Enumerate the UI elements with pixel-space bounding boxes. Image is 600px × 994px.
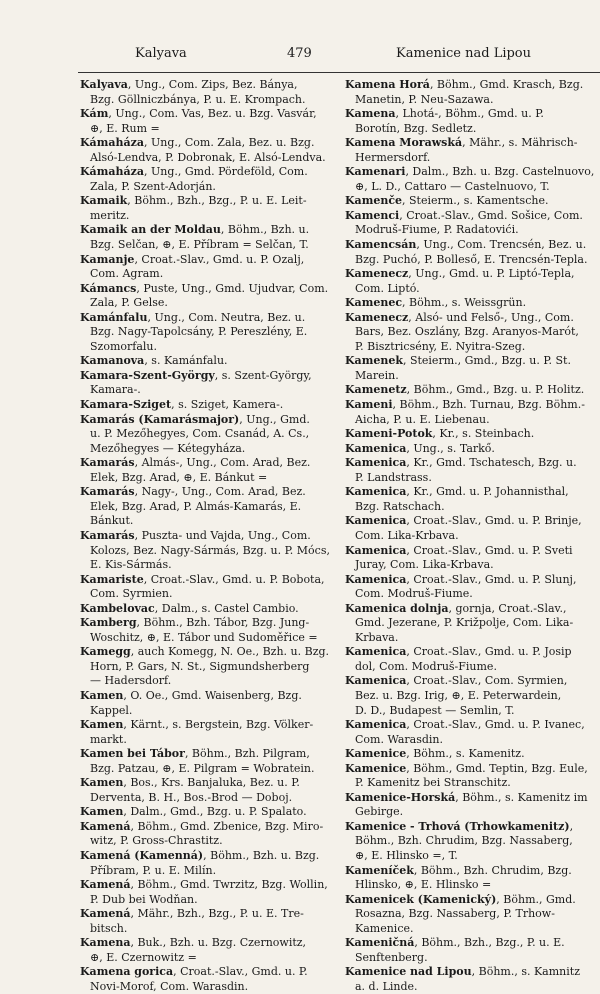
entry-continuation-line: ⊕, E. Czernowitz = [90,950,197,964]
entry-continuation-line: Gmd. Jezerane, P. Križpolje, Com. Lika- [355,616,574,630]
entry-place-name: Kamenecz [345,267,409,281]
entry-head-line: Kamanova, s. Kamánfalu. [80,354,228,368]
entry-place-name: Kamarás (Kamarásmajor) [80,412,240,426]
gazetteer-entry [345,442,600,457]
entry-continuation-line: Bzg. Nagy-Tapolcsány, P. Pereszlény, E. [90,325,308,339]
entry-place-name: Kámaháza [80,136,144,150]
entry-continuation-line: Bzg. Göllniczbánya, P. u. E. Krompach. [90,92,306,106]
entry-place-name: Kamenica [345,485,407,499]
gazetteer-entry [80,354,338,369]
entry-place-name: Kamenicek (Kamenický) [345,892,497,906]
entry-head-line: Kamen bei Tábor, Böhm., Bzh. Pilgram, [80,747,310,761]
entry-place-name: Kámaháza [80,165,144,179]
entry-head-line: Kamariste, Croat.-Slav., Gmd. u. P. Bobota, [80,572,325,586]
gazetteer-entry [345,864,600,893]
entry-place-name: Kamenice - Trhová (Trhowkamenitz) [345,819,570,833]
entry-place-name: Kamenica [345,441,407,455]
entry-continuation-line: Com. Syrmien. [90,587,173,601]
entry-continuation-line: Kamenice. [355,921,414,935]
entry-head-line: Kamenecz, Alsó- und Felső-, Ung., Com. [345,310,574,324]
gazetteer-entry [80,849,338,878]
gazetteer-entry [345,398,600,427]
entry-place-name: Kamen [80,718,124,732]
gazetteer-entry [80,485,338,529]
entry-continuation-line: bitsch. [90,921,128,935]
entry-continuation-line: markt. [90,732,127,746]
gazetteer-entry [80,282,338,311]
entry-head-line: Kamarás, Puszta- und Vajda, Ung., Com. [80,528,311,542]
entry-continuation-line: Szomorfalu. [90,339,157,353]
gazetteer-entry [80,136,338,165]
entry-head-line: Kamenica, Croat.-Slav., Com. Syrmien, [345,674,568,688]
entry-continuation-line: Alsó-Lendva, P. Dobronak, E. Alsó-Lendva. [90,150,326,164]
entry-continuation-line: Juray, Com. Lika-Krbava. [355,558,494,572]
gazetteer-entry [345,78,600,107]
gazetteer-entry [345,965,600,994]
entry-continuation-line: Bánkut. [90,514,134,528]
entry-place-name: Kamaik [80,194,128,208]
entry-head-line: Kamenicek (Kamenický), Böhm., Gmd. [345,892,576,906]
entry-continuation-line: Gebirge. [355,805,404,819]
gazetteer-entry [80,311,338,355]
gazetteer-entry [80,369,338,398]
header-rule [78,72,600,73]
entry-place-name: Kamená [80,878,131,892]
entry-continuation-line: Borotín, Bzg. Sedletz. [355,121,477,135]
entry-place-name: Kamarás [80,456,135,470]
gazetteer-entry [345,936,600,965]
entry-continuation-line: dol, Com. Modruš-Fiume. [355,659,497,673]
entry-head-line: Kamena, Lhotá-, Böhm., Gmd. u. P. [345,107,544,121]
gazetteer-entry [80,907,338,936]
entry-head-line: Kamenica, Croat.-Slav., Gmd. u. P. Brinje, [345,514,582,528]
gazetteer-entry [345,456,600,485]
gazetteer-entry [345,209,600,238]
gazetteer-entry [80,165,338,194]
entry-continuation-line: P. Kamenitz bei Stranschitz. [355,776,511,790]
entry-head-line: Kamenice nad Lipou, Böhm., s. Kamnitz [345,965,580,979]
entry-place-name: Kamena gorica [80,965,174,979]
gazetteer-entry [345,267,600,296]
entry-continuation-line: D. D., Budapest — Semlin, T. [355,703,515,717]
entry-head-line: Kamena, Buk., Bzh. u. Bzg. Czernowitz, [80,936,307,950]
entry-head-line: Kamaik an der Moldau, Böhm., Bzh. u. [80,223,310,237]
entry-head-line: Kám, Ung., Com. Vas, Bez. u. Bzg. Vasvár, [80,107,317,121]
entry-continuation-line: Com. Modruš-Fiume. [355,587,473,601]
entry-place-name: Kamenetz [345,383,407,397]
entry-place-name: Kamena [80,936,131,950]
page-number: 479 [287,46,312,61]
entry-head-line: Kalyava, Ung., Com. Zips, Bez. Bánya, [80,78,298,91]
entry-place-name: Kameni [345,398,393,412]
entry-place-name: Kamenci [345,208,400,222]
entry-place-name: Kamen [80,805,124,819]
entry-head-line: Kameníček, Böhm., Bzh. Chrudim, Bzg. [345,863,572,877]
gazetteer-entry [345,544,600,573]
entry-place-name: Kamenica [345,456,407,470]
entry-place-name: Kamena [345,107,396,121]
gazetteer-entry [80,529,338,573]
gazetteer-entry [345,573,600,602]
entry-continuation-line: Woschitz, ⊕, E. Tábor und Sudoměřice = [90,630,318,644]
gazetteer-entry [80,194,338,223]
entry-place-name: Kamenica dolnja [345,601,449,615]
entry-continuation-line: Com. Liptó. [355,281,420,295]
entry-head-line: Kamarás (Kamarásmajor), Ung., Gmd. [80,412,310,426]
entry-place-name: Kalyava [80,78,128,91]
entry-head-line: Kamenica, Ung., s. Tarkő. [345,441,495,455]
entry-continuation-line: Hlinsko, ⊕, E. Hlinsko = [355,878,492,892]
gazetteer-entry [80,456,338,485]
entry-continuation-line: Derventa, B. H., Bos.-Brod — Doboj. [90,790,293,804]
entry-place-name: Kamarás [80,528,135,542]
entry-head-line: Kámaháza, Ung., Gmd. Pördeföld, Com. [80,165,308,179]
entry-head-line: Kamená (Kamenná), Böhm., Bzh. u. Bzg. [80,848,320,862]
entry-head-line: Kamencsán, Ung., Com. Trencsén, Bez. u. [345,238,587,252]
entry-place-name: Kamenica [345,572,407,586]
entry-place-name: Kamberg [80,616,137,630]
entry-place-name: Kamariste [80,572,144,586]
entry-continuation-line: meritz. [90,208,130,222]
gazetteer-entry [345,354,600,383]
entry-place-name: Kamen [80,776,124,790]
entry-place-name: Kamen [80,688,124,702]
entry-head-line: Kamenice-Horská, Böhm., s. Kamenitz im [345,790,588,804]
entry-head-line: Kameni-Potok, Kr., s. Steinbach. [345,427,535,441]
entry-continuation-line: Kappel. [90,703,133,717]
entry-continuation-line: P. Bisztricsény, E. Nyitra-Szeg. [355,339,526,353]
entry-continuation-line: ⊕, E. Rum = [90,121,160,135]
entry-head-line: Kamená, Mähr., Bzh., Bzg., P. u. E. Tre- [80,907,304,921]
gazetteer-entry [80,718,338,747]
entry-continuation-line: Manetin, P. Neu-Sazawa. [355,92,494,106]
entry-place-name: Kamená [80,819,131,833]
entry-continuation-line: Bzg. Patzau, ⊕, E. Pilgram = Wobratein. [90,761,315,775]
entry-head-line: Kamena Morawská, Mähr., s. Mährisch- [345,136,578,150]
gazetteer-entry [345,194,600,209]
entry-head-line: Kamena Horá, Böhm., Gmd. Krasch, Bzg. [345,78,584,91]
entry-continuation-line: Rosazna, Bzg. Nassaberg, P. Trhow- [355,907,555,921]
entry-head-line: Kamegg, auch Komegg, N. Oe., Bzh. u. Bzg. [80,645,330,659]
entry-place-name: Kamenica [345,645,407,659]
entry-head-line: Kamen, Dalm., Gmd., Bzg. u. P. Spalato. [80,805,307,819]
entry-head-line: Kameni, Böhm., Bzh. Turnau, Bzg. Böhm.- [345,398,585,412]
entry-place-name: Kamaik an der Moldau [80,223,221,237]
entry-continuation-line: Aicha, P. u. E. Liebenau. [355,412,490,426]
entry-continuation-line: Zala, P. Gelse. [90,296,168,310]
entry-head-line: Kambelovac, Dalm., s. Castel Cambio. [80,601,299,615]
gazetteer-entry [80,878,338,907]
entry-continuation-line: E. Kis-Sármás. [90,558,172,572]
gazetteer-entry [345,718,600,747]
entry-place-name: Kamencsán [345,238,417,252]
gazetteer-entry [80,602,338,617]
entry-head-line: Kamenica, Croat.-Slav., Gmd. u. P. Josip [345,645,572,659]
gazetteer-entry [345,311,600,355]
gazetteer-entry [345,136,600,165]
gazetteer-entry [345,296,600,311]
entry-head-line: Kamenek, Steierm., Gmd., Bzg. u. P. St. [345,354,571,368]
entry-continuation-line: Senftenberg. [355,950,428,964]
gazetteer-entry [345,107,600,136]
entry-head-line: Kamená, Böhm., Gmd. Twrzitz, Bzg. Wollin, [80,878,328,892]
entry-head-line: Kamen, Bos., Krs. Banjaluka, Bez. u. P. [80,776,300,790]
entry-place-name: Kamena Morawská [345,136,463,150]
entry-place-name: Kamanova [80,354,145,368]
entry-continuation-line: ⊕, E. Hlinsko =, T. [355,848,458,862]
gazetteer-entry [80,747,338,776]
entry-head-line: Kámaháza, Ung., Com. Zala, Bez. u. Bzg. [80,136,315,150]
entry-place-name: Kamená [80,907,131,921]
entry-place-name: Kamegg [80,645,131,659]
entry-place-name: Kamenari [345,165,406,179]
entry-continuation-line: Böhm., Bzh. Chrudim, Bzg. Nassaberg, [355,834,573,848]
entry-head-line: Kamenci, Croat.-Slav., Gmd. Sošice, Com. [345,208,583,222]
entry-place-name: Kambelovac [80,601,155,615]
entry-place-name: Kamenec [345,296,403,310]
entry-place-name: Kamenica [345,718,407,732]
entry-continuation-line: Modruš-Fiume, P. Radatovići. [355,223,519,237]
entry-continuation-line: P. Landstrass. [355,470,432,484]
gazetteer-entry [345,762,600,791]
entry-continuation-line: Kamara-. [90,383,141,397]
entry-continuation-line: Com. Lika-Krbava. [355,528,459,542]
entry-continuation-line: Elek, Bzg. Arad, P. Almás-Kamarás, E. [90,499,302,513]
entry-head-line: Kamenec, Böhm., s. Weissgrün. [345,296,527,310]
entry-head-line: Kámancs, Puste, Ung., Gmd. Ujudvar, Com. [80,281,329,295]
entry-head-line: Kamberg, Böhm., Bzh. Tábor, Bzg. Jung- [80,616,310,630]
entry-continuation-line: P. Dub bei Wodňan. [90,892,198,906]
entry-place-name: Kám [80,107,109,121]
entry-continuation-line: Horn, P. Gars, N. St., Sigmundsherberg [90,659,310,673]
entry-place-name: Kamánfalu [80,310,148,324]
entry-head-line: Kamenice, Böhm., Gmd. Teptin, Bzg. Eule, [345,761,588,775]
gazetteer-entry [345,820,600,864]
entry-place-name: Kamenica [345,543,407,557]
gazetteer-entry [345,514,600,543]
gazetteer-entry [345,485,600,514]
entry-head-line: Kamen, Kärnt., s. Bergstein, Bzg. Völker- [80,718,314,732]
entry-continuation-line: Bzg. Ratschach. [355,499,445,513]
gazetteer-entry [80,78,338,107]
entry-head-line: Kamenica, Kr., Gmd. u. P. Johannisthal, [345,485,569,499]
entry-continuation-line: Com. Warasdin. [355,732,443,746]
gazetteer-entry [345,674,600,718]
entry-place-name: Kameni-Potok [345,427,433,441]
entry-place-name: Kamena Horá [345,78,430,91]
left-column [80,78,338,994]
entry-place-name: Kameničná [345,936,415,950]
gazetteer-entry [80,413,338,457]
gazetteer-entry [345,791,600,820]
gazetteer-entry [345,645,600,674]
entry-continuation-line: Bzg. Puchó, P. Bolleső, E. Trencsén-Tepla. [355,252,588,266]
entry-head-line: Kamenica, Croat.-Slav., Gmd. u. P. Slunj, [345,572,577,586]
entry-continuation-line: witz, P. Gross-Chrastitz. [90,834,223,848]
entry-head-line: Kamenica, Kr., Gmd. Tschatesch, Bzg. u. [345,456,577,470]
entry-head-line: Kamenče, Steierm., s. Kamentsche. [345,194,549,208]
entry-continuation-line: Bars, Bez. Oszlány, Bzg. Aranyos-Marót, [355,325,579,339]
entry-place-name: Kamenice-Horská [345,790,456,804]
entry-head-line: Kamenetz, Böhm., Gmd., Bzg. u. P. Holitz. [345,383,585,397]
entry-continuation-line: — Hadersdorf. [90,674,172,688]
entry-head-line: Kamenari, Dalm., Bzh. u. Bzg. Castelnuovo, [345,165,595,179]
entry-place-name: Kamenice [345,761,407,775]
gazetteer-entry [80,223,338,252]
gazetteer-entry [345,893,600,937]
right-column [345,78,600,994]
gazetteer-entry [345,165,600,194]
entry-place-name: Kamenek [345,354,403,368]
entry-place-name: Kamara-Szent-György [80,368,215,382]
header-right-words: Kamenice nad Lipou [396,46,532,61]
entry-continuation-line: Marein. [355,368,399,382]
entry-continuation-line: Novi-Morof, Com. Warasdin. [90,979,249,993]
header-left-word: Kalyava [135,46,187,61]
entry-head-line: Kamenica dolnja, gornja, Croat.-Slav., [345,601,567,615]
entry-continuation-line: Bez. u. Bzg. Irig, ⊕, E. Peterwardein, [355,688,562,702]
gazetteer-entry [345,383,600,398]
entry-place-name: Kamanje [80,252,135,266]
entry-place-name: Kámancs [80,281,137,295]
entry-place-name: Kamená (Kamenná) [80,848,204,862]
entry-head-line: Kamarás, Nagy-, Ung., Com. Arad, Bez. [80,485,306,499]
entry-continuation-line: Elek, Bzg. Arad, ⊕, E. Bánkut = [90,470,268,484]
entry-continuation-line: Kolozs, Bez. Nagy-Sármás, Bzg. u. P. Mócs, [90,543,330,557]
gazetteer-entry [80,936,338,965]
entry-head-line: Kamenica, Croat.-Slav., Gmd. u. P. Ivanec, [345,718,585,732]
entry-head-line: Kamenice - Trhová (Trhowkamenitz), [345,819,574,833]
entry-head-line: Kamen, O. Oe., Gmd. Waisenberg, Bzg. [80,688,302,702]
entry-continuation-line: a. d. Linde. [355,979,418,993]
gazetteer-entry [80,398,338,413]
entry-continuation-line: u. P. Mezőhegyes, Com. Csanád, A. Cs., [90,427,310,441]
gazetteer-entry [80,965,338,994]
gazetteer-entry [345,747,600,762]
entry-continuation-line: Zala, P. Szent-Adorján. [90,179,216,193]
entry-head-line: Kameničná, Böhm., Bzh., Bzg., P. u. E. [345,936,565,950]
entry-continuation-line: Krbava. [355,630,399,644]
entry-place-name: Kamen bei Tábor [80,747,185,761]
entry-place-name: Kamenica [345,514,407,528]
gazetteer-entry [80,820,338,849]
entry-head-line: Kamaik, Böhm., Bzh., Bzg., P. u. E. Leit- [80,194,307,208]
gazetteer-entry [80,805,338,820]
gazetteer-entry [80,573,338,602]
entry-continuation-line: Hermersdorf. [355,150,431,164]
entry-place-name: Kamenecz [345,310,409,324]
entry-head-line: Kamánfalu, Ung., Com. Neutra, Bez. u. [80,310,306,324]
entry-head-line: Kamená, Böhm., Gmd. Zbenice, Bzg. Miro- [80,819,324,833]
entry-continuation-line: Mezőhegyes — Kétegyháza. [90,441,246,455]
entry-head-line: Kamara-Szent-György, s. Szent-György, [80,368,312,382]
entry-head-line: Kamara-Sziget, s. Sziget, Kamera-. [80,398,284,412]
gazetteer-entry [80,689,338,718]
gazetteer-entry [80,776,338,805]
gazetteer-entry [80,107,338,136]
entry-continuation-line: Com. Agram. [90,267,164,281]
entry-place-name: Kameníček [345,863,414,877]
entry-head-line: Kamena gorica, Croat.-Slav., Gmd. u. P. [80,965,308,979]
gazetteer-entry [80,645,338,689]
gazetteer-entry [345,427,600,442]
gazetteer-entry [80,616,338,645]
entry-place-name: Kamenice nad Lipou [345,965,472,979]
entry-head-line: Kamenice, Böhm., s. Kamenitz. [345,747,525,761]
entry-continuation-line: Příbram, P. u. E. Milín. [90,863,217,877]
gazetteer-entry [80,253,338,282]
entry-place-name: Kamarás [80,485,135,499]
entry-head-line: Kamenica, Croat.-Slav., Gmd. u. P. Sveti [345,543,573,557]
entry-place-name: Kamenica [345,674,407,688]
entry-continuation-line: Bzg. Selčan, ⊕, E. Příbram = Selčan, T. [90,238,309,252]
entry-place-name: Kamenče [345,194,403,208]
gazetteer-entry [345,602,600,646]
page-header [0,46,600,68]
entry-head-line: Kamanje, Croat.-Slav., Gmd. u. P. Ozalj, [80,252,305,266]
entry-place-name: Kamenice [345,747,407,761]
entry-continuation-line: ⊕, L. D., Cattaro — Castelnuovo, T. [355,179,550,193]
entry-head-line: Kamenecz, Ung., Gmd. u. P. Liptó-Tepla, [345,267,575,281]
entry-head-line: Kamarás, Almás-, Ung., Com. Arad, Bez. [80,456,311,470]
gazetteer-entry [345,238,600,267]
entry-place-name: Kamara-Sziget [80,398,172,412]
